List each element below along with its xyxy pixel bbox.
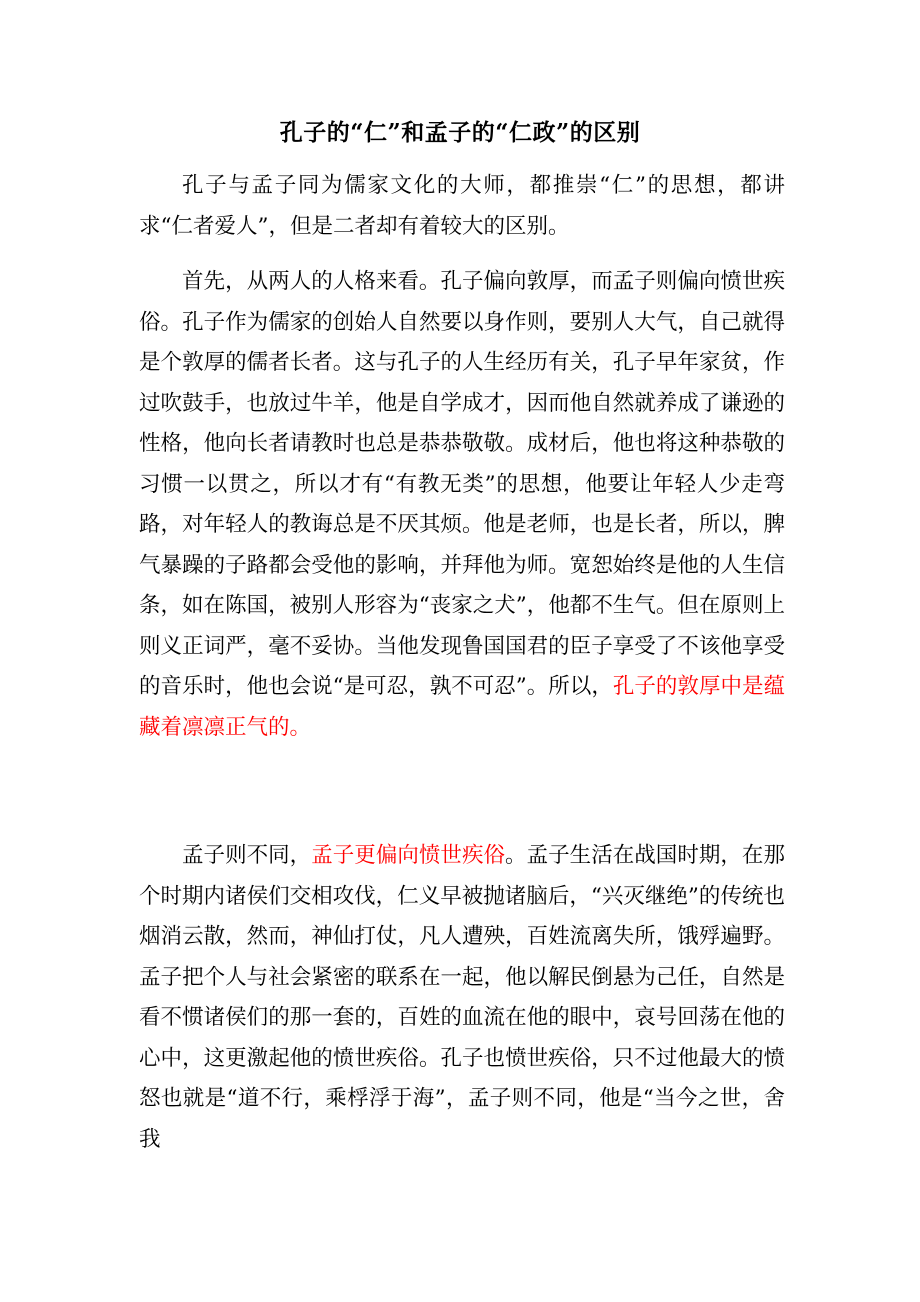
- highlight-confucius: 孔子的敦厚中是蕴藏着凛凛正气的。: [139, 674, 785, 740]
- paragraph-mencius-lead: 孟子则不同，: [182, 843, 312, 868]
- paragraph-mencius: [139, 836, 785, 1160]
- paragraph-confucius: [139, 262, 785, 748]
- paragraph-confucius-text: 首先，从两人的人格来看。孔子偏向敦厚，而孟子则偏向愤世疾俗。孔子作为儒家的创始人自然要以身作则，要别人大气，自己就得是个敦厚的儒者长者。这与孔子的人生经历有关，孔子早年家贫，作过吹鼓手，也放过牛羊，他是自学成才，因而他自然就养成了谦逊的性格，他向长者请教时也总是恭恭敬敬。成材后，他也将这种恭敬的习惯一以贯之，所以才有“有教无类”的思想，他要让年轻人少走弯路，对年轻人的教诲总是不厌其烦。他是老师，也是长者，所以，脾气暴躁的子路都会受他的影响，并拜他为师。宽恕始终是他的人生信条，如在陈国，被别人形容为“丧家之犬”，他都不生气。但在原则上则义正词严，毫不妥协。当他发现鲁国国君的臣子享受了不该他享受的音乐时，他也会说“是可忍，孰不可忍”。所以，: [139, 269, 785, 699]
- document-title: 孔子的“仁”和孟子的“仁政”的区别: [279, 119, 641, 146]
- highlight-mencius: 孟子更偏向愤世疾俗: [311, 843, 506, 868]
- paragraph-mencius-text: 。孟子生活在战国时期，在那个时期内诸侯们交相攻伐，仁义早被抛诸脑后，“兴灭继绝”的传统也烟消云散，然而，神仙打仗，凡人遭殃，百姓流离失所，饿殍遍野。孟子把个人与社会紧密的联系在一起，他以解民倒悬为己任，自然是看不惯诸侯们的那一套的，百姓的血流在他的眼中，哀号回荡在他的心中，这更激起他的愤世疾俗。孔子也愤世疾俗，只不过他最大的愤怒也就是“道不行，乘桴浮于海”，孟子则不同，他是“当今之世，舍我: [139, 843, 785, 1152]
- paragraph-intro-text: 孔子与孟子同为儒家文化的大师，都推崇“仁”的思想，都讲求“仁者爱人”，但是二者却有着较大的区别。: [139, 173, 785, 239]
- paragraph-intro: [139, 166, 785, 247]
